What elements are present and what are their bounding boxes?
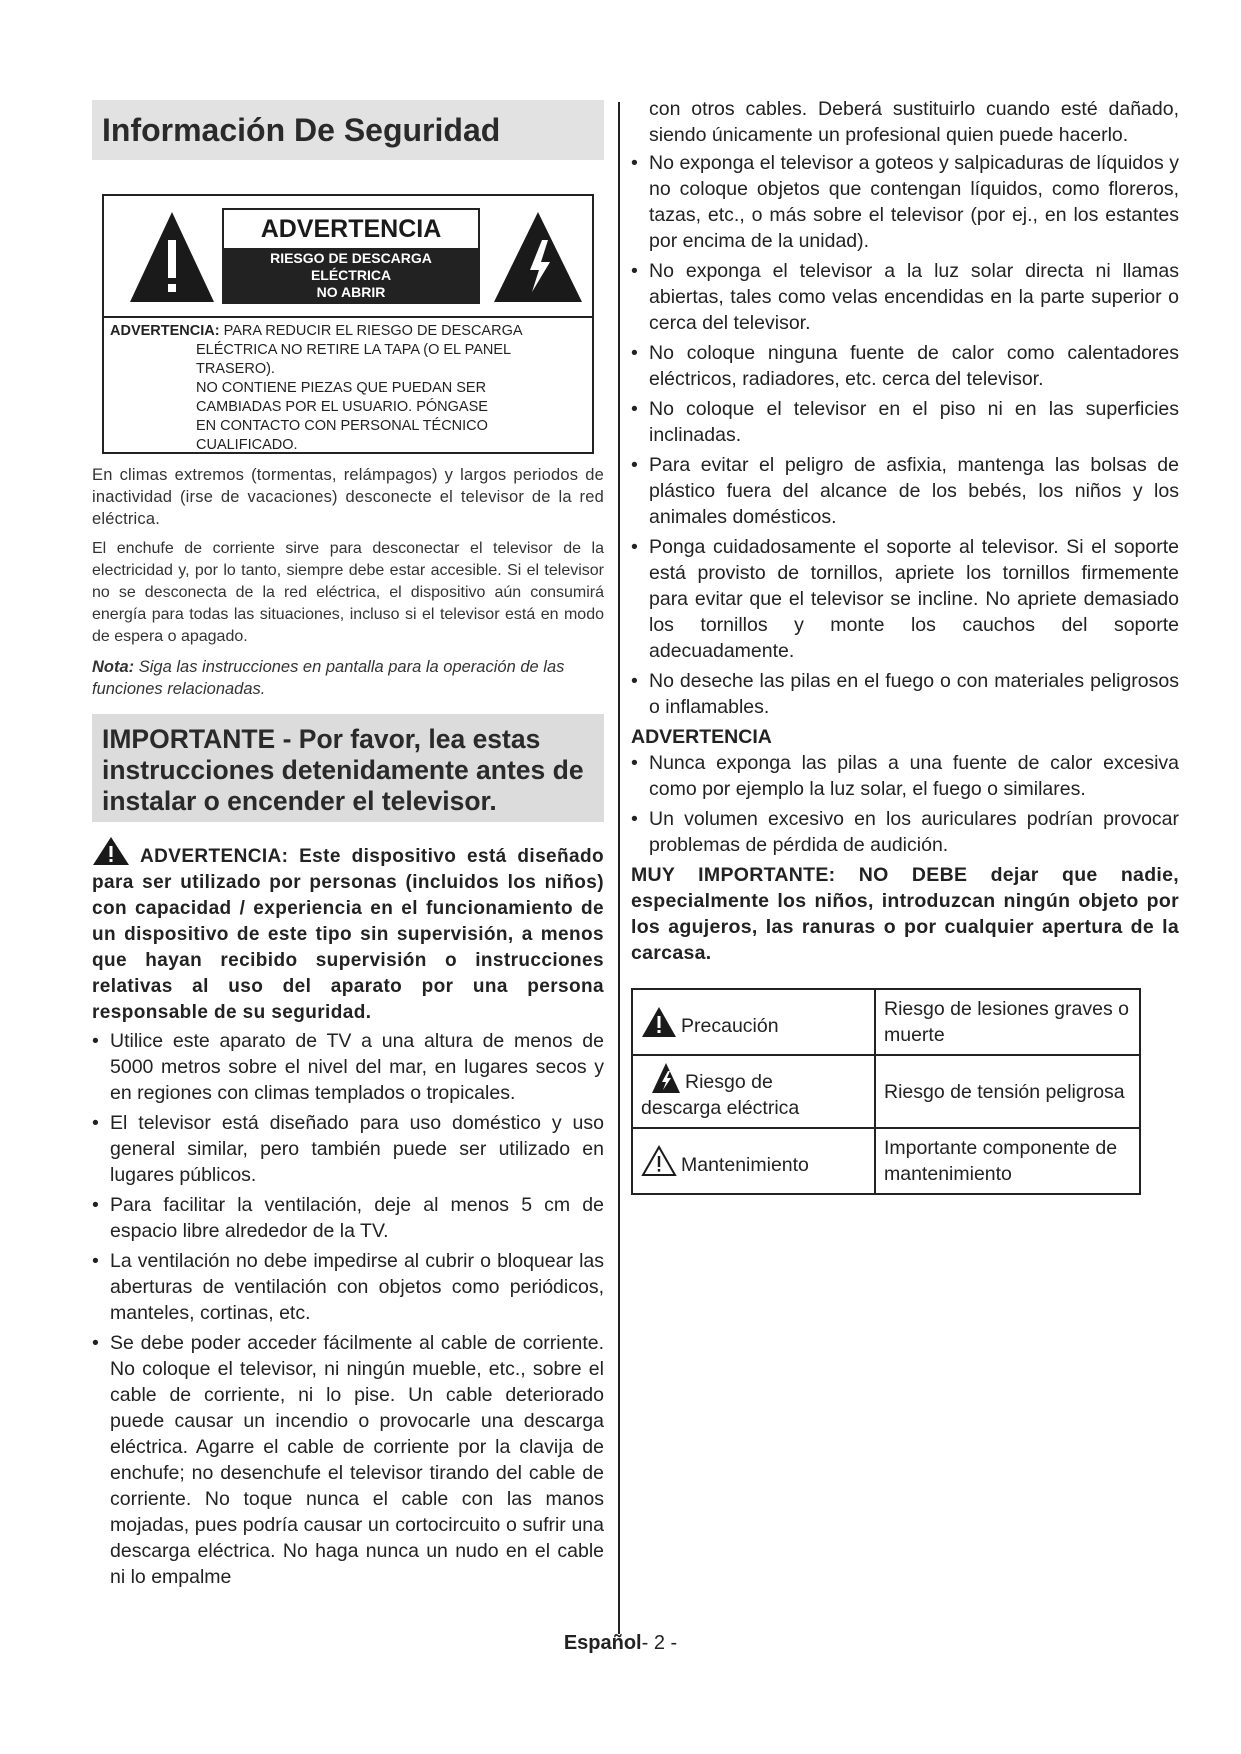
table-cell: Riesgo de tensión peligrosa — [875, 1055, 1140, 1128]
table-cell: Importante componente de mantenimiento — [875, 1128, 1140, 1194]
warning-label-text — [104, 318, 592, 455]
warning-paragraph — [92, 836, 604, 1026]
list-item: • No coloque el televisor en el piso ni en las superficies inclinadas. — [631, 398, 1179, 446]
page-footer — [0, 1632, 1241, 1655]
table-row — [632, 1055, 1140, 1128]
note-label: Nota: — [92, 658, 135, 676]
table-cell: Riesgo de lesiones graves o muerte — [875, 989, 1140, 1055]
warning-label-header — [104, 196, 592, 318]
warning-paragraph-text: ADVERTENCIA: Este dispositivo está diseñado para ser utilizado por personas (incluidos los niños) con capacidad / experiencia en el funcionamiento de un dispositivo de este tipo sin supervisión, a menos que hayan recibido supervisión o instrucciones relativas al uso del aparato por una persona responsable de su seguridad. — [92, 846, 604, 1023]
symbol-label: Mantenimiento — [681, 1153, 809, 1176]
warning-banner — [222, 208, 480, 304]
warning-line: CUALIFICADO. — [196, 437, 298, 453]
note-text: Siga las instrucciones en pantalla para la operación de las funciones relacionadas. — [92, 658, 565, 698]
climate-paragraph: En climas extremos (tormentas, relámpagos) y largos periodos de inactividad (irse de vacaciones) desconecte el televisor de la red eléctrica. — [92, 466, 604, 528]
very-important-paragraph: MUY IMPORTANTE: NO DEBE dejar que nadie, especialmente los niños, introduzcan ningún objeto por los agujeros, las ranuras o por cualquier apertura de la carcasa. — [631, 864, 1179, 964]
list-item: • La ventilación no debe impedirse al cubrir o bloquear las aberturas de ventilación con objetos como periódicos, manteles, cortinas, etc. — [92, 1250, 604, 1324]
warning-line: TRASERO). — [196, 361, 275, 377]
list-item: • Nunca exponga las pilas a una fuente de calor excesiva como por ejemplo la luz solar, el fuego o similares. — [631, 752, 1179, 800]
warning-banner-subtitle — [224, 248, 478, 302]
table-cell — [632, 1055, 875, 1128]
warning-line: EN CONTACTO CON PERSONAL TÉCNICO — [196, 418, 488, 434]
warning-line: PARA REDUCIR EL RIESGO DE DESCARGA — [223, 323, 523, 339]
page-title: Información De Seguridad — [102, 112, 501, 148]
warning-bullet-list — [631, 750, 1179, 858]
exclamation-triangle-icon — [128, 210, 216, 304]
symbols-table — [631, 988, 1141, 1195]
lightning-triangle-icon — [492, 210, 584, 304]
symbol-label: Riesgo de — [685, 1071, 773, 1093]
table-cell — [632, 989, 875, 1055]
left-column — [92, 100, 604, 1590]
list-item: • Ponga cuidadosamente el soporte al televisor. Si el soporte está provisto de tornillos, apriete los tornillos firmemente para evitar que el televisor se incline. No apriete demasiado los tornillos y monte los cauchos del soporte adecuadamente. — [631, 536, 1179, 662]
warning-line: ELÉCTRICA NO RETIRE LA TAPA (O EL PANEL — [196, 342, 512, 358]
plug-paragraph: El enchufe de corriente sirve para desconectar el televisor de la electricidad y, por lo tanto, siempre debe estar accesible. Si el televisor no se desconecta de la red eléctrica, el dispositivo aún consumirá energía para todas las situaciones, incluso si el televisor está en modo de espera o apagado. — [92, 540, 604, 645]
warning-sub-line: NO ABRIR — [316, 284, 386, 300]
list-item: • Utilice este aparato de TV a una altura de menos de 5000 metros sobre el nivel del mar, en lugares secos y en regiones con climas templados o tropicales. — [92, 1030, 604, 1104]
list-item: • No exponga el televisor a la luz solar directa ni llamas abiertas, tales como velas encendidas en la parte superior o cerca del televisor. — [631, 260, 1179, 334]
warning-line: NO CONTIENE PIEZAS QUE PUEDAN SER — [196, 380, 487, 396]
warning-banner-title: ADVERTENCIA — [224, 210, 478, 248]
right-column — [631, 96, 1179, 1195]
warning-line: CAMBIADAS POR EL USUARIO. PÓNGASE — [196, 399, 488, 415]
important-banner — [92, 714, 604, 822]
list-item: • El televisor está diseñado para uso doméstico y uso general similar, pero también puede ser utilizado en lugares públicos. — [92, 1112, 604, 1186]
maintenance-icon — [641, 1145, 677, 1177]
symbol-label: descarga eléctrica — [641, 1097, 800, 1119]
left-bullet-list — [92, 1028, 604, 1590]
warning-subheading: ADVERTENCIA — [631, 726, 772, 748]
list-item: • No exponga el televisor a goteos y salpicaduras de líquidos y no coloque objetos que contengan líquidos, como floreros, tazas, etc., o más sobre el televisor (por ej., en los estantes por encima de la unidad). — [631, 152, 1179, 252]
electric-shock-icon — [651, 1062, 681, 1094]
list-item: • Un volumen excesivo en los auriculares podrían provocar problemas de pérdida de audición. — [631, 808, 1179, 856]
important-heading: IMPORTANTE - Por favor, lea estas instrucciones detenidamente antes de instalar o encender el televisor. — [102, 724, 584, 816]
table-row — [632, 989, 1140, 1055]
symbol-label: Precaución — [681, 1014, 779, 1037]
note-paragraph — [92, 656, 604, 700]
list-item: • No deseche las pilas en el fuego o con materiales peligrosos o inflamables. — [631, 670, 1179, 718]
list-item: • Se debe poder acceder fácilmente al cable de corriente. No coloque el televisor, ni ningún mueble, etc., sobre el cable de corriente, ni lo pise. Un cable deteriorado puede causar un incendio o provocarle una descarga eléctrica. Agarre el cable de corriente por la clavija de enchufe; no desenchufe el televisor tirando del cable de corriente. No toque nunca el cable con las manos mojadas, pues podría causar un cortocircuito o sufrir una descarga eléctrica. No haga nunca un nudo en el cable ni lo empalme — [92, 1332, 604, 1588]
table-row — [632, 1128, 1140, 1194]
list-item: • Para facilitar la ventilación, deje al menos 5 cm de espacio libre alrededor de la TV. — [92, 1194, 604, 1242]
list-item: • Para evitar el peligro de asfixia, mantenga las bolsas de plástico fuera del alcance de los bebés, los niños y los animales domésticos. — [631, 454, 1179, 528]
warning-triangle-icon — [92, 836, 130, 866]
warning-sub-line: RIESGO DE DESCARGA — [270, 250, 432, 266]
warning-prefix: ADVERTENCIA: — [110, 323, 220, 339]
title-banner — [92, 100, 604, 160]
right-bullet-list — [631, 150, 1179, 720]
caution-icon — [641, 1006, 677, 1038]
footer-language: Español — [563, 1632, 642, 1654]
continued-paragraph: con otros cables. Deberá sustituirlo cuando esté dañado, siendo únicamente un profesional quien puede hacerlo. — [649, 98, 1179, 146]
list-item: • No coloque ninguna fuente de calor como calentadores eléctricos, radiadores, etc. cerca del televisor. — [631, 342, 1179, 390]
column-divider — [618, 102, 620, 1634]
footer-page-number: - 2 - — [641, 1632, 678, 1654]
warning-label-box — [102, 194, 594, 454]
warning-sub-line: ELÉCTRICA — [310, 267, 392, 283]
table-cell — [632, 1128, 875, 1194]
